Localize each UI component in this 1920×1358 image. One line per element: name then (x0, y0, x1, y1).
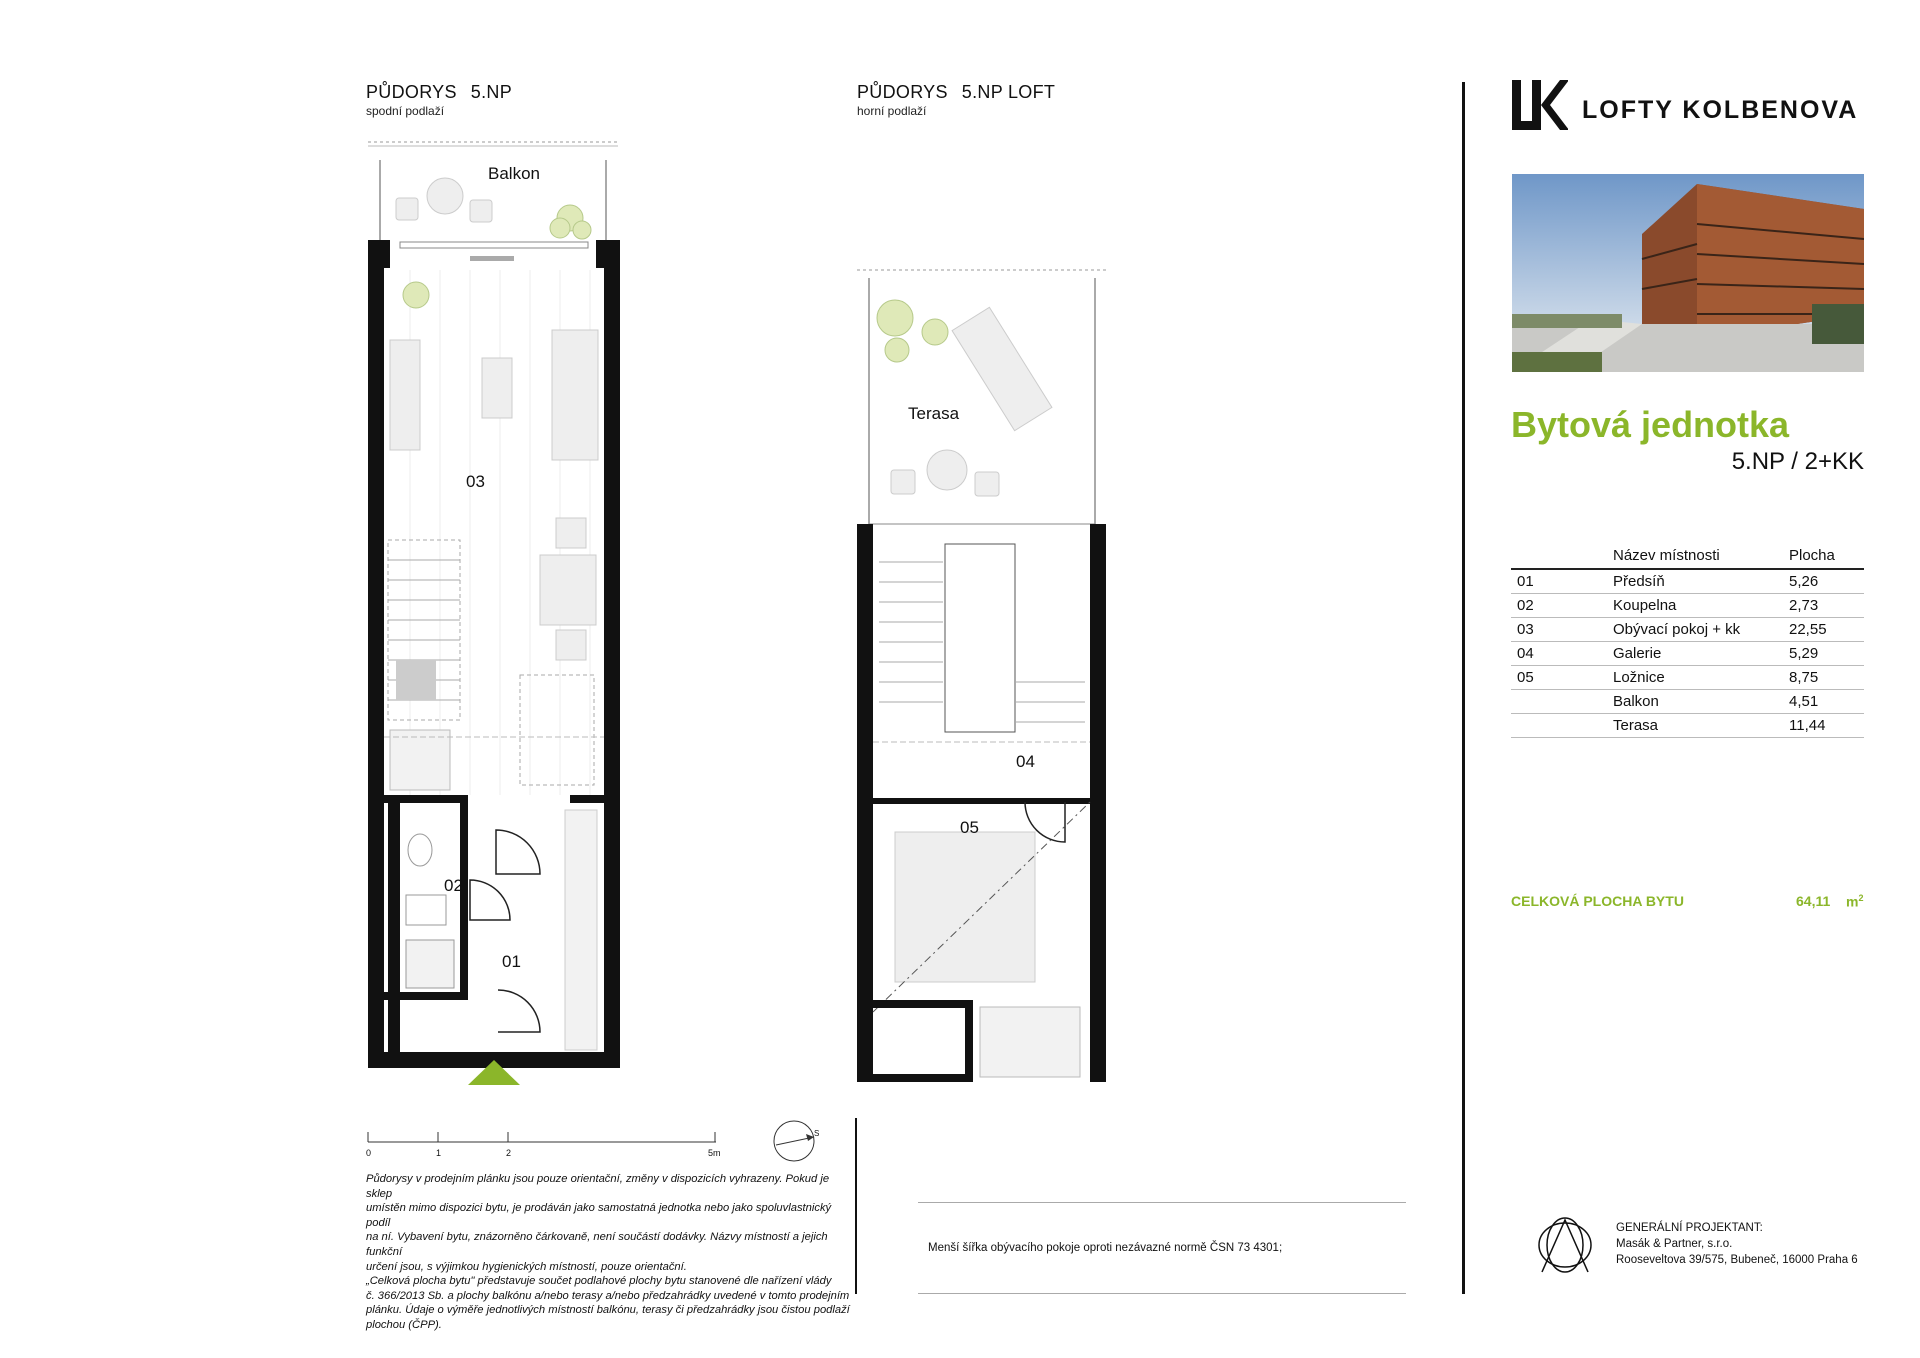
note-line: určení jsou, s výjimkou hygienických místností, pouze orientační. (366, 1260, 687, 1273)
lower-plan-floor: 5.NP (470, 82, 513, 102)
brand-logo-text: LOFTY KOLBENOVA (1582, 96, 1859, 124)
remark-text: Menší šířka obývacího pokoje oproti nezávazné normě ČSN 73 4301; (928, 1242, 1283, 1254)
room-no: 05 (1511, 666, 1613, 690)
room-name: Obývací pokoj + kk (1613, 618, 1783, 642)
table-row (1511, 714, 1864, 738)
table-row (1511, 594, 1864, 618)
room-area: 11,44 (1783, 714, 1864, 738)
upper-wall-right (1090, 524, 1106, 1082)
room-area: 2,73 (1783, 594, 1864, 618)
wall-bedroom-top (873, 798, 1090, 804)
room-no: 04 (1511, 642, 1613, 666)
room-label-01: 01 (502, 952, 521, 971)
wall-left (368, 268, 384, 1068)
dining-chair-2 (556, 630, 586, 660)
sofa (390, 340, 420, 450)
kitchen-counter (390, 730, 450, 790)
scale-bar (366, 1130, 716, 1144)
table-header-no (1511, 544, 1613, 569)
room-area: 8,75 (1783, 666, 1864, 690)
table-row (1511, 666, 1864, 690)
note-line: Půdorysy v prodejním plánku jsou pouze orientační, změny v dispozicích vyhrazeny. Pokud je sklep (366, 1173, 830, 1200)
room-label-04: 04 (1016, 752, 1035, 771)
table-row (1511, 569, 1864, 594)
scale-tick-0: 0 (366, 1148, 372, 1158)
room-no (1511, 690, 1613, 714)
coffee-table (482, 358, 512, 418)
room-label-03: 03 (466, 472, 485, 491)
total-area-value: 64,11 (1796, 893, 1831, 909)
upper-wall-bottom (857, 1074, 973, 1082)
wall-bath-left (388, 802, 400, 1057)
pillar-left (368, 240, 390, 268)
unit-heading: Bytová jednotka (1511, 404, 1790, 445)
room-area: 4,51 (1783, 690, 1864, 714)
table-row (1511, 618, 1864, 642)
table-header-name: Název místnosti (1613, 544, 1783, 569)
storage-cabinet (520, 675, 594, 785)
upper-plan-subtitle: horní podlaží (857, 104, 927, 118)
room-no: 01 (1511, 569, 1613, 594)
scale-tick-2: 2 (506, 1148, 512, 1158)
room-name: Předsíň (1613, 569, 1783, 594)
room-area: 5,26 (1783, 569, 1864, 594)
sun-lounger (952, 307, 1052, 430)
lower-floor-plan (360, 130, 630, 1090)
balcony-chair-1 (396, 198, 418, 220)
table-header-row (1511, 544, 1864, 569)
lk-monogram-icon (1512, 80, 1568, 130)
designer-name: Masák & Partner, s.r.o. (1616, 1238, 1733, 1250)
designer-address: Rooseveltova 39/575, Bubeneč, 16000 Praha 6 (1616, 1254, 1858, 1266)
room-name: Terasa (1613, 714, 1783, 738)
room-no: 02 (1511, 594, 1613, 618)
wardrobe (980, 1007, 1080, 1077)
terrace-plants (877, 300, 948, 362)
stair-void (945, 544, 1015, 732)
table-row (1511, 642, 1864, 666)
window-frame (400, 242, 588, 248)
room-no (1511, 714, 1613, 738)
kitchen-appliance (396, 660, 436, 700)
upper-plan-title (857, 82, 1055, 103)
note-line: č. 366/2013 Sb. a plochy balkónu a/nebo terasy a/nebo předzahrádky uvedené v tomto prodejním (366, 1289, 850, 1302)
upper-plan-floor: 5.NP LOFT (961, 82, 1056, 102)
terrace-table (927, 450, 967, 490)
upper-plan-title-text: PŮDORYS (857, 82, 948, 102)
note-line: plánku. Údaje o výměře jednotlivých místností balkónu, terasy či předzahrádky jsou čistou podlaží (366, 1304, 850, 1317)
room-label-terasa: Terasa (908, 404, 960, 423)
wall-bath-top (368, 795, 468, 803)
unit-subheading: 5.NP / 2+KK (1731, 448, 1864, 475)
total-area-label: CELKOVÁ PLOCHA BYTU (1511, 893, 1684, 909)
designer-info (1616, 1220, 1858, 1268)
table-row (1511, 690, 1864, 714)
room-name: Balkon (1613, 690, 1783, 714)
wall-bath-right (460, 795, 468, 1000)
terrace-chair-2 (975, 472, 999, 496)
upper-wall-left (857, 524, 873, 1082)
scale-bar-graphic (366, 1130, 716, 1162)
terrace-chair-1 (891, 470, 915, 494)
room-name: Koupelna (1613, 594, 1783, 618)
radiator (470, 256, 514, 261)
room-no: 03 (1511, 618, 1613, 642)
note-line: umístěn mimo dispozici bytu, je prodáván jako samostatná jednotka nebo jako spoluvlastnický podíl (366, 1202, 832, 1229)
lower-plan-title (366, 82, 512, 103)
north-arrow (768, 1116, 828, 1166)
room-label-balkon: Balkon (488, 164, 540, 183)
pillar-right (596, 240, 620, 268)
room-area: 22,55 (1783, 618, 1864, 642)
remark-rule-top (918, 1202, 1406, 1203)
room-area: 5,29 (1783, 642, 1864, 666)
room-label-05: 05 (960, 818, 979, 837)
wall-hall-top (570, 795, 620, 803)
wall-wardrobe-top (873, 1000, 973, 1008)
note-line: na ní. Vybavení bytu, znázorněno čárkovaně, není součástí dodávky. Názvy místností a jejich funkční (366, 1231, 828, 1258)
notes-divider (855, 1118, 857, 1294)
lower-plan-subtitle: spodní podlaží (366, 104, 445, 118)
panel-divider (1462, 82, 1465, 1294)
balcony-table (427, 178, 463, 214)
plant-2 (550, 218, 570, 238)
dining-chair-1 (556, 518, 586, 548)
note-line: „Celková plocha bytu" představuje součet podlahové plochy bytu stanovené dle nařízení vlády (366, 1275, 832, 1288)
building-rendering-graphic (1512, 174, 1864, 372)
designer-logo (1532, 1212, 1598, 1278)
tv-unit (552, 330, 598, 460)
washbasin (406, 895, 446, 925)
table-header-area: Plocha (1783, 544, 1864, 569)
balcony-chair-2 (470, 200, 492, 222)
plant-3 (573, 221, 591, 239)
note-line: plochou (ČPP). (366, 1318, 442, 1331)
wall-right (604, 268, 620, 1068)
disclaimer-notes (366, 1172, 852, 1333)
door-bathroom (470, 880, 510, 920)
room-areas-table (1511, 544, 1864, 738)
compass-icon (768, 1116, 828, 1166)
lower-plan-title-text: PŮDORYS (366, 82, 457, 102)
bed (895, 832, 1035, 982)
shower (406, 940, 454, 988)
door-entrance (498, 990, 540, 1032)
plant-living (403, 282, 429, 308)
logo-mark (1512, 80, 1568, 130)
scale-tick-1: 1 (436, 1148, 442, 1158)
north-label: S (814, 1129, 820, 1138)
room-label-02: 02 (444, 876, 463, 895)
dining-table (540, 555, 596, 625)
total-area-unit (1846, 893, 1863, 910)
building-rendering-image (1512, 174, 1864, 372)
hall-wardrobe (565, 810, 597, 1050)
room-name: Ložnice (1613, 666, 1783, 690)
toilet (408, 834, 432, 866)
remark-rule-bottom (918, 1293, 1406, 1294)
door-living (496, 830, 540, 874)
wall-wardrobe-right (965, 1000, 973, 1082)
total-area-unit-m: m (1846, 893, 1859, 910)
total-area-unit-sup: 2 (1858, 893, 1864, 903)
designer-heading: GENERÁLNÍ PROJEKTANT: (1616, 1222, 1763, 1234)
room-name: Galerie (1613, 642, 1783, 666)
upper-floor-plan (855, 262, 1115, 1082)
scale-tick-5m: 5m (708, 1148, 721, 1158)
masak-partner-icon (1532, 1212, 1598, 1278)
